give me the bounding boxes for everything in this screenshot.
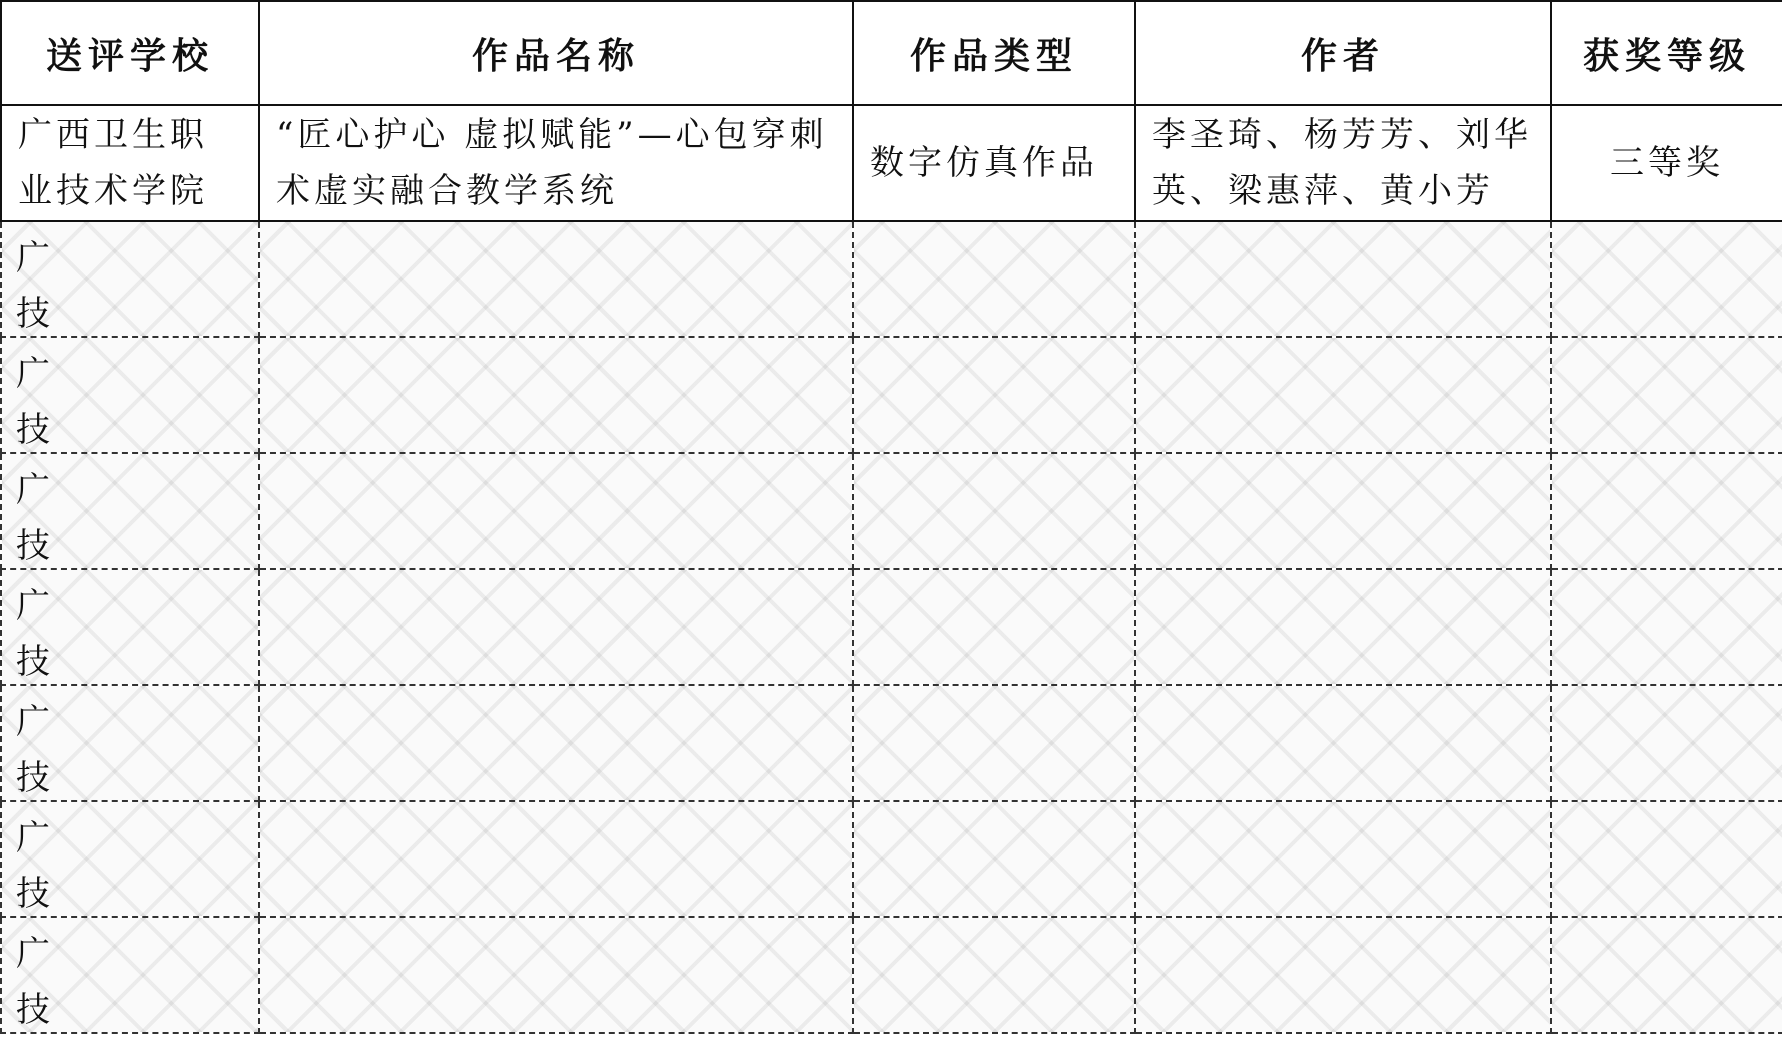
school-glyph-stub-2: 技 — [16, 294, 50, 334]
cell-authors-masked — [1135, 569, 1551, 685]
redaction-pattern — [1136, 454, 1550, 568]
redaction-pattern — [260, 802, 852, 916]
table-row — [1, 105, 1782, 221]
redaction-pattern — [260, 918, 852, 1032]
header-type: 作品类型 — [853, 1, 1135, 105]
redaction-pattern — [1136, 918, 1550, 1032]
redaction-pattern — [1136, 338, 1550, 452]
redaction-pattern — [1552, 338, 1782, 452]
cell-type-masked — [853, 337, 1135, 453]
cell-award-masked — [1551, 221, 1782, 337]
cell-award-masked — [1551, 569, 1782, 685]
header-authors: 作者 — [1135, 1, 1551, 105]
school-glyph-stub: 广 — [16, 818, 50, 858]
cell-authors-masked — [1135, 221, 1551, 337]
redaction-pattern — [260, 570, 852, 684]
header-award: 获奖等级 — [1551, 1, 1782, 105]
header-school: 送评学校 — [1, 1, 259, 105]
cell-title-masked — [259, 917, 853, 1033]
redaction-pattern — [1552, 686, 1782, 800]
cell-title-masked — [259, 685, 853, 801]
redaction-pattern — [854, 918, 1134, 1032]
school-glyph-stub-2: 技 — [16, 410, 50, 450]
cell-school-masked — [1, 569, 259, 685]
cell-award-masked — [1551, 337, 1782, 453]
cell-award-masked — [1551, 685, 1782, 801]
cell-school-masked — [1, 221, 259, 337]
school-glyph-stub-2: 技 — [16, 758, 50, 798]
school-glyph-stub: 广 — [16, 934, 50, 974]
cell-school-masked — [1, 801, 259, 917]
cell-title-masked — [259, 801, 853, 917]
redaction-pattern — [1136, 570, 1550, 684]
cell-authors-masked — [1135, 453, 1551, 569]
redaction-pattern — [854, 802, 1134, 916]
cell-school-masked — [1, 453, 259, 569]
redaction-pattern — [260, 454, 852, 568]
redaction-pattern — [1552, 454, 1782, 568]
table-row-masked — [1, 685, 1782, 801]
table-row-masked — [1, 801, 1782, 917]
school-glyph-stub: 广 — [16, 470, 50, 510]
redaction-pattern — [854, 686, 1134, 800]
cell-school-masked — [1, 337, 259, 453]
cell-school: 广西卫生职业技术学院 — [1, 105, 259, 221]
school-glyph-stub-2: 技 — [16, 642, 50, 682]
cell-title-masked — [259, 221, 853, 337]
table-row-masked — [1, 453, 1782, 569]
cell-award-masked — [1551, 801, 1782, 917]
redaction-pattern — [854, 338, 1134, 452]
cell-award-masked — [1551, 453, 1782, 569]
school-glyph-stub: 广 — [16, 702, 50, 742]
table-row-masked — [1, 569, 1782, 685]
cell-type-masked — [853, 453, 1135, 569]
cell-title: “匠心护心 虚拟赋能”—心包穿刺术虚实融合教学系统 — [259, 105, 853, 221]
cell-type-masked — [853, 917, 1135, 1033]
redaction-pattern — [854, 222, 1134, 336]
header-row — [1, 1, 1782, 105]
cell-title-masked — [259, 569, 853, 685]
cell-type-masked — [853, 801, 1135, 917]
redaction-pattern — [1552, 802, 1782, 916]
redaction-pattern — [1552, 570, 1782, 684]
school-glyph-stub-2: 技 — [16, 526, 50, 566]
redaction-pattern — [1136, 222, 1550, 336]
cell-school-masked — [1, 685, 259, 801]
cell-type-masked — [853, 569, 1135, 685]
redaction-pattern — [854, 570, 1134, 684]
cell-school-masked — [1, 917, 259, 1033]
cell-authors-masked — [1135, 337, 1551, 453]
redaction-pattern — [260, 222, 852, 336]
cell-title-masked — [259, 453, 853, 569]
table-row-masked — [1, 917, 1782, 1033]
cell-type: 数字仿真作品 — [853, 105, 1135, 221]
cell-type-masked — [853, 221, 1135, 337]
school-glyph-stub: 广 — [16, 238, 50, 278]
header-title: 作品名称 — [259, 1, 853, 105]
redaction-pattern — [1552, 222, 1782, 336]
redaction-pattern — [260, 686, 852, 800]
redaction-pattern — [1552, 918, 1782, 1032]
table-row-masked — [1, 337, 1782, 453]
school-glyph-stub: 广 — [16, 586, 50, 626]
redaction-pattern — [854, 454, 1134, 568]
table-row-masked — [1, 221, 1782, 337]
redaction-pattern — [1136, 686, 1550, 800]
redaction-pattern — [1136, 802, 1550, 916]
redaction-pattern — [260, 338, 852, 452]
cell-authors-masked — [1135, 801, 1551, 917]
cell-authors: 李圣琦、杨芳芳、刘华英、梁惠萍、黄小芳 — [1135, 105, 1551, 221]
cell-award: 三等奖 — [1551, 105, 1782, 221]
school-glyph-stub-2: 技 — [16, 990, 50, 1030]
cell-type-masked — [853, 685, 1135, 801]
cell-authors-masked — [1135, 917, 1551, 1033]
school-glyph-stub: 广 — [16, 354, 50, 394]
cell-award-masked — [1551, 917, 1782, 1033]
cell-authors-masked — [1135, 685, 1551, 801]
school-glyph-stub-2: 技 — [16, 874, 50, 914]
cell-title-masked — [259, 337, 853, 453]
